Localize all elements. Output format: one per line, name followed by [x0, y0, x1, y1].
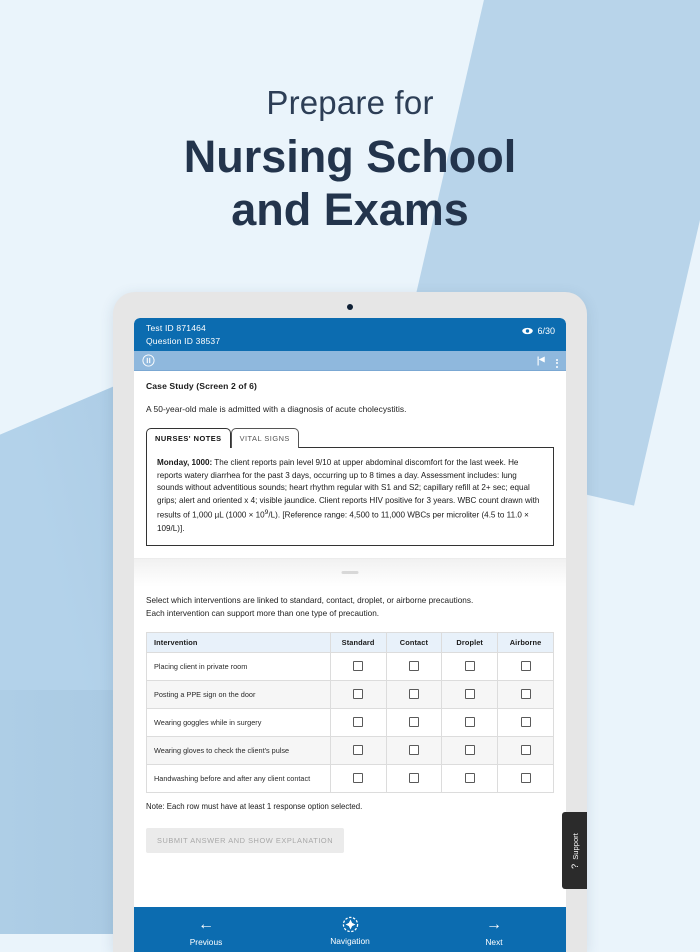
note-timestamp: Monday, 1000:	[157, 458, 213, 467]
support-tab[interactable]	[562, 812, 587, 889]
nurses-notes-panel	[146, 447, 554, 546]
table-row	[147, 709, 554, 737]
answer-requirement-note: Note: Each row must have at least 1 response option selected.	[146, 802, 363, 812]
column-header-droplet: Droplet	[442, 633, 498, 653]
toolbar-actions	[535, 354, 558, 372]
tab-nurses-notes[interactable]: NURSES' NOTES	[146, 428, 231, 448]
pane-splitter[interactable]	[134, 558, 566, 587]
tablet-device-mockup	[113, 292, 587, 952]
checkbox-icon[interactable]	[521, 689, 531, 699]
table-row	[147, 653, 554, 681]
nav-navigation-label: Navigation	[330, 936, 370, 946]
checkbox-cell-airborne[interactable]	[498, 681, 554, 709]
checkbox-cell-contact[interactable]	[386, 737, 442, 765]
app-header	[134, 318, 566, 351]
question-pane	[134, 587, 566, 853]
table-header-row	[147, 633, 554, 653]
case-study-title: Case Study (Screen 2 of 6)	[146, 381, 258, 391]
checkbox-cell-standard[interactable]	[330, 765, 386, 793]
case-study-tabs	[146, 428, 554, 448]
checkbox-icon[interactable]	[521, 745, 531, 755]
headline-line-3: and Exams	[231, 184, 469, 236]
column-header-intervention: Intervention	[147, 633, 331, 653]
camera-dot-icon	[347, 304, 353, 310]
nav-next-button[interactable]	[422, 909, 566, 947]
table-row	[147, 765, 554, 793]
checkbox-cell-contact[interactable]	[386, 709, 442, 737]
kebab-menu-icon[interactable]	[556, 359, 558, 368]
nav-previous-button[interactable]	[134, 909, 278, 947]
checkbox-icon[interactable]	[465, 745, 475, 755]
checkbox-icon[interactable]	[353, 745, 363, 755]
support-tab-inner	[570, 833, 580, 869]
promo-headline	[0, 84, 700, 236]
checkbox-cell-airborne[interactable]	[498, 765, 554, 793]
eye-icon	[522, 327, 533, 335]
checkbox-icon[interactable]	[409, 689, 419, 699]
checkbox-icon[interactable]	[521, 661, 531, 671]
checkbox-cell-contact[interactable]	[386, 653, 442, 681]
case-study-description: A 50-year-old male is admitted with a diagnosis of acute cholecystitis.	[146, 404, 407, 414]
tab-vital-signs[interactable]: VITAL SIGNS	[231, 428, 299, 448]
note-body-continued: /L). [Reference range: 4,500 to 11,000 WBCs per microliter (4.5 to 11.0 × 109/L)].	[157, 511, 529, 533]
question-prompt-line-2: Each intervention can support more than one type of precaution.	[146, 608, 380, 618]
checkbox-icon[interactable]	[409, 773, 419, 783]
app-screen	[134, 318, 566, 952]
row-label: Posting a PPE sign on the door	[147, 681, 331, 709]
flag-icon[interactable]	[535, 354, 547, 372]
table-row	[147, 681, 554, 709]
checkbox-cell-droplet[interactable]	[442, 737, 498, 765]
checkbox-cell-contact[interactable]	[386, 765, 442, 793]
note-body: The client reports pain level 9/10 at upper abdominal discomfort for the last week. He reports watery diarrhea for the past 3 days, occurring up to 8 times a day. Assessment includes: lung sounds without adventitious sounds; heart rhythm regular with S1 and S2; capillary refill at 2+ sec; equal grips; alert and oriented x 4; visible jaundice. Client reports HIV positive for 3 years. WBC count drawn with results of 1,000 µL (1000 × 10	[157, 458, 540, 521]
submit-answer-button[interactable]: SUBMIT ANSWER AND SHOW EXPLANATION	[146, 828, 344, 853]
checkbox-icon[interactable]	[353, 689, 363, 699]
nav-navigation-button[interactable]	[278, 909, 422, 946]
checkbox-icon[interactable]	[465, 661, 475, 671]
progress-indicator	[522, 326, 555, 336]
checkbox-cell-standard[interactable]	[330, 709, 386, 737]
checkbox-cell-droplet[interactable]	[442, 709, 498, 737]
column-header-standard: Standard	[330, 633, 386, 653]
checkbox-icon[interactable]	[521, 717, 531, 727]
checkbox-icon[interactable]	[409, 661, 419, 671]
checkbox-icon[interactable]	[409, 745, 419, 755]
row-label: Wearing gloves to check the client's pulse	[147, 737, 331, 765]
row-label: Handwashing before and after any client contact	[147, 765, 331, 793]
headline-line-1: Prepare for	[266, 84, 434, 121]
checkbox-cell-standard[interactable]	[330, 737, 386, 765]
nav-previous-label: Previous	[189, 937, 223, 947]
checkbox-icon[interactable]	[465, 773, 475, 783]
checkbox-cell-droplet[interactable]	[442, 765, 498, 793]
case-study-pane	[134, 371, 566, 546]
checkbox-cell-airborne[interactable]	[498, 737, 554, 765]
bottom-navigation-bar	[134, 907, 566, 952]
column-header-contact: Contact	[386, 633, 442, 653]
arrow-left-icon: ←	[198, 916, 214, 933]
checkbox-cell-contact[interactable]	[386, 681, 442, 709]
app-content	[134, 371, 566, 952]
checkbox-cell-airborne[interactable]	[498, 653, 554, 681]
checkbox-icon[interactable]	[465, 689, 475, 699]
arrow-right-icon: →	[486, 916, 502, 933]
row-label: Placing client in private room	[147, 653, 331, 681]
checkbox-cell-standard[interactable]	[330, 681, 386, 709]
checkbox-cell-droplet[interactable]	[442, 681, 498, 709]
splitter-grab-handle[interactable]	[342, 571, 359, 574]
question-mark-icon: ?	[569, 863, 580, 869]
pause-circle-icon[interactable]	[142, 354, 155, 372]
checkbox-icon[interactable]	[409, 717, 419, 727]
checkbox-icon[interactable]	[353, 661, 363, 671]
question-id-label: Question ID 38537	[146, 335, 221, 346]
headline-line-2: Nursing School	[183, 130, 517, 182]
checkbox-cell-airborne[interactable]	[498, 709, 554, 737]
note-exponent: 9	[264, 509, 269, 517]
checkbox-cell-standard[interactable]	[330, 653, 386, 681]
nav-next-label: Next	[485, 937, 503, 947]
checkbox-icon[interactable]	[353, 717, 363, 727]
checkbox-icon[interactable]	[465, 717, 475, 727]
table-row	[147, 737, 554, 765]
progress-count: 6/30	[537, 326, 555, 336]
app-toolbar	[134, 351, 566, 371]
checkbox-cell-droplet[interactable]	[442, 653, 498, 681]
compass-icon	[278, 916, 422, 933]
test-id-label: Test ID 871464	[146, 323, 206, 333]
support-label: Support	[570, 832, 579, 860]
intervention-matrix-table	[146, 632, 554, 793]
row-label: Wearing goggles while in surgery	[147, 709, 331, 737]
checkbox-icon[interactable]	[521, 773, 531, 783]
checkbox-icon[interactable]	[353, 773, 363, 783]
question-prompt-line-1: Select which interventions are linked to standard, contact, droplet, or airborne precautions.	[146, 596, 474, 606]
column-header-airborne: Airborne	[498, 633, 554, 653]
